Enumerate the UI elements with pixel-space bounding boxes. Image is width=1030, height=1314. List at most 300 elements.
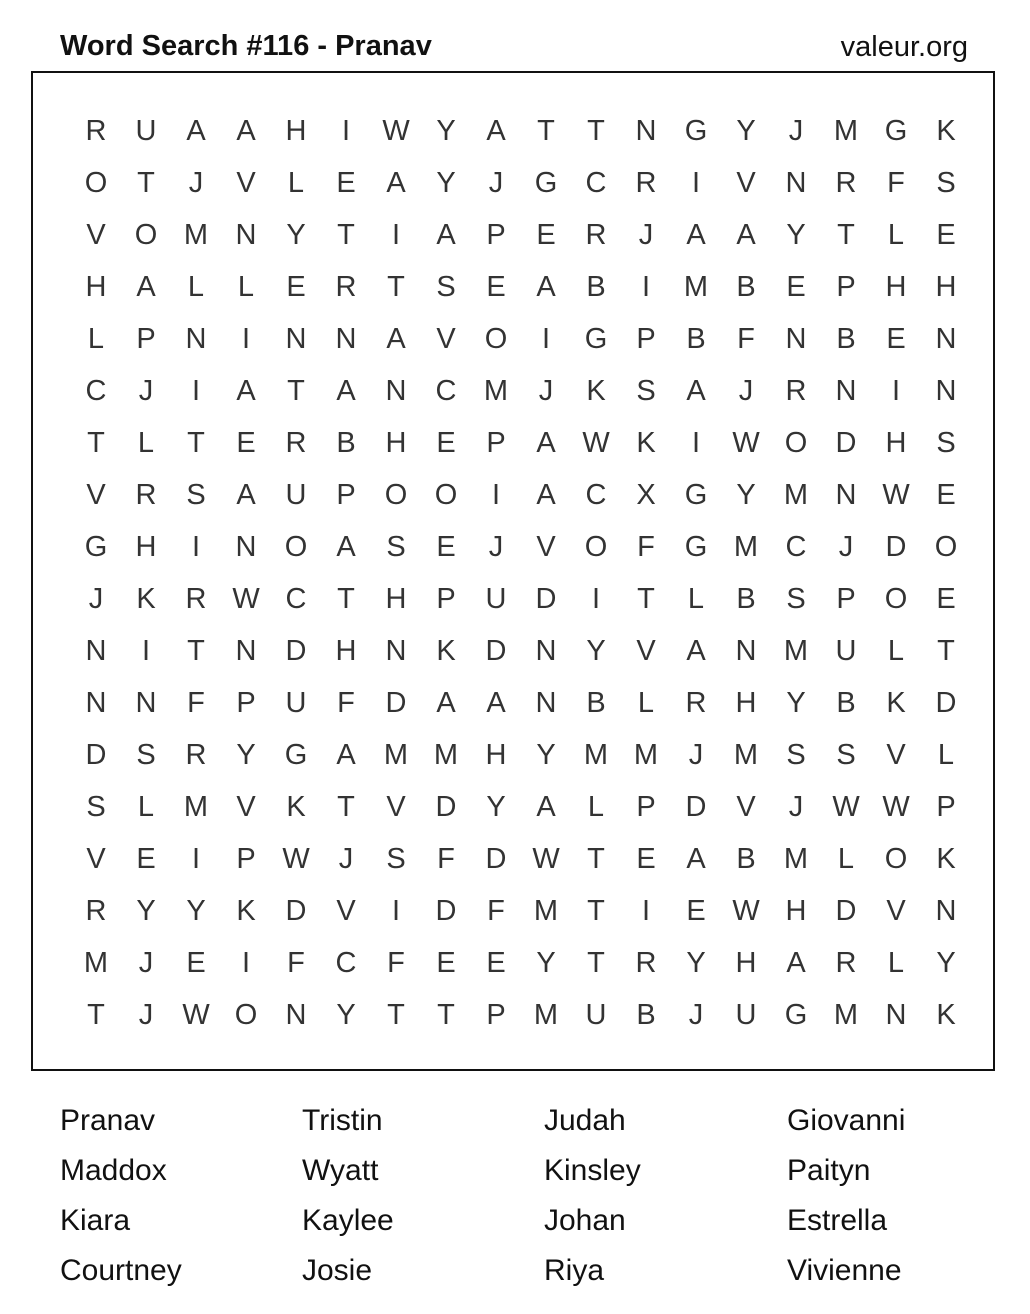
grid-letter: D — [835, 427, 857, 459]
grid-letter: J — [788, 115, 804, 147]
grid-row — [71, 781, 971, 833]
grid-letter: U — [585, 999, 607, 1031]
grid-letter: H — [385, 583, 407, 615]
grid-letter: O — [84, 167, 108, 199]
grid-letter: E — [336, 167, 356, 199]
grid-letter: A — [436, 687, 456, 719]
grid-letter: E — [436, 947, 456, 979]
grid-letter: O — [134, 219, 158, 251]
grid-letter: L — [687, 583, 705, 615]
grid-letter: K — [936, 843, 956, 875]
grid-letter: Y — [686, 947, 706, 979]
grid-letter: A — [686, 843, 706, 875]
word-list — [60, 1096, 1020, 1296]
grid-letter: H — [885, 271, 907, 303]
grid-row — [71, 417, 971, 469]
grid-letter: F — [287, 947, 305, 979]
grid-letter: G — [884, 115, 908, 147]
grid-letter: J — [538, 375, 554, 407]
grid-letter: S — [836, 739, 856, 771]
grid-letter: H — [485, 739, 507, 771]
grid-letter: Y — [736, 115, 756, 147]
grid-letter: T — [387, 999, 405, 1031]
grid-letter: M — [533, 895, 559, 927]
grid-letter: N — [835, 375, 857, 407]
grid-letter: T — [137, 167, 155, 199]
grid-letter: E — [936, 583, 956, 615]
grid-letter: T — [637, 583, 655, 615]
grid-letter: J — [488, 167, 504, 199]
word-item: Tristin — [302, 1104, 383, 1137]
grid-row — [71, 521, 971, 573]
grid-letter: W — [582, 427, 610, 459]
grid-letter: I — [691, 427, 701, 459]
grid-letter: L — [587, 791, 605, 823]
grid-letter: D — [285, 635, 307, 667]
grid-letter: D — [285, 895, 307, 927]
grid-letter: V — [736, 791, 756, 823]
grid-letter: J — [688, 999, 704, 1031]
grid-letter: O — [484, 323, 508, 355]
grid-letter: R — [185, 739, 207, 771]
grid-letter: T — [587, 115, 605, 147]
grid-letter: N — [785, 167, 807, 199]
grid-letter: T — [337, 791, 355, 823]
grid-letter: M — [733, 531, 759, 563]
grid-letter: O — [384, 479, 408, 511]
grid-letter: J — [138, 999, 154, 1031]
grid-letter: M — [183, 219, 209, 251]
grid-letter: E — [636, 843, 656, 875]
grid-letter: N — [285, 323, 307, 355]
grid-letter: F — [887, 167, 905, 199]
grid-row — [71, 313, 971, 365]
grid-letter: E — [886, 323, 906, 355]
grid-row — [71, 469, 971, 521]
grid-letter: M — [433, 739, 459, 771]
grid-letter: A — [486, 687, 506, 719]
grid-letter: E — [536, 219, 556, 251]
grid-letter: R — [835, 947, 857, 979]
grid-letter: C — [85, 375, 107, 407]
grid-letter: M — [633, 739, 659, 771]
grid-letter: H — [935, 271, 957, 303]
site-name: valeur.org — [840, 31, 968, 63]
grid-letter: C — [285, 583, 307, 615]
grid-letter: T — [387, 271, 405, 303]
word-item: Josie — [302, 1254, 373, 1287]
grid-letter: N — [135, 687, 157, 719]
grid-letter: N — [785, 323, 807, 355]
word-item: Vivienne — [787, 1254, 902, 1287]
grid-letter: L — [237, 271, 255, 303]
grid-letter: E — [486, 947, 506, 979]
word-item: Wyatt — [302, 1154, 379, 1187]
grid-letter: D — [435, 791, 457, 823]
grid-letter: A — [386, 167, 406, 199]
grid-letter: K — [286, 791, 306, 823]
grid-letter: I — [591, 583, 601, 615]
grid-letter: I — [191, 531, 201, 563]
grid-letter: B — [836, 323, 856, 355]
grid-letter: E — [236, 427, 256, 459]
grid-letter: M — [833, 999, 859, 1031]
grid-letter: M — [583, 739, 609, 771]
grid-letter: S — [636, 375, 656, 407]
grid-letter: E — [486, 271, 506, 303]
grid-letter: I — [341, 115, 351, 147]
grid-letter: N — [85, 635, 107, 667]
word-item: Kiara — [60, 1204, 131, 1237]
grid-letter: N — [535, 687, 557, 719]
grid-letter: B — [586, 271, 606, 303]
grid-letter: O — [434, 479, 458, 511]
grid-letter: F — [487, 895, 505, 927]
grid-letter: O — [234, 999, 258, 1031]
grid-letter: F — [337, 687, 355, 719]
grid-letter: L — [887, 947, 905, 979]
grid-letter: A — [786, 947, 806, 979]
grid-letter: N — [535, 635, 557, 667]
grid-row — [71, 105, 971, 157]
grid-letter: N — [285, 999, 307, 1031]
grid-letter: V — [236, 167, 256, 199]
word-item: Giovanni — [787, 1104, 906, 1137]
grid-letter: T — [87, 999, 105, 1031]
grid-letter: T — [587, 843, 605, 875]
grid-letter: J — [188, 167, 204, 199]
grid-letter: J — [688, 739, 704, 771]
grid-letter: R — [185, 583, 207, 615]
grid-letter: I — [141, 635, 151, 667]
grid-letter: N — [335, 323, 357, 355]
grid-letter: V — [86, 843, 106, 875]
grid-letter: J — [138, 947, 154, 979]
grid-letter: M — [483, 375, 509, 407]
grid-letter: Y — [336, 999, 356, 1031]
grid-letter: G — [284, 739, 308, 771]
grid-letter: D — [85, 739, 107, 771]
grid-letter: Y — [536, 947, 556, 979]
word-item: Johan — [544, 1204, 626, 1237]
grid-letter: I — [191, 843, 201, 875]
grid-letter: N — [235, 219, 257, 251]
grid-letter: D — [885, 531, 907, 563]
grid-letter: I — [491, 479, 501, 511]
grid-row — [71, 937, 971, 989]
grid-letter: B — [336, 427, 356, 459]
grid-letter: W — [532, 843, 560, 875]
grid-letter: J — [88, 583, 104, 615]
grid-letter: T — [587, 947, 605, 979]
grid-letter: P — [236, 687, 256, 719]
grid-letter: S — [386, 843, 406, 875]
grid-letter: B — [586, 687, 606, 719]
grid-letter: A — [436, 219, 456, 251]
grid-letter: O — [284, 531, 308, 563]
grid-letter: V — [86, 219, 106, 251]
grid-letter: L — [937, 739, 955, 771]
grid-letter: I — [691, 167, 701, 199]
grid-letter: U — [835, 635, 857, 667]
grid-letter: K — [236, 895, 256, 927]
grid-letter: W — [282, 843, 310, 875]
grid-letter: N — [385, 375, 407, 407]
grid-letter: K — [436, 635, 456, 667]
grid-letter: E — [436, 531, 456, 563]
grid-letter: H — [385, 427, 407, 459]
grid-letter: Y — [236, 739, 256, 771]
grid-letter: Y — [186, 895, 206, 927]
grid-letter: E — [436, 427, 456, 459]
grid-letter: J — [838, 531, 854, 563]
grid-letter: M — [533, 999, 559, 1031]
grid-letter: L — [187, 271, 205, 303]
word-item: Judah — [544, 1104, 626, 1137]
grid-letter: T — [187, 427, 205, 459]
grid-letter: Y — [436, 115, 456, 147]
grid-letter: I — [541, 323, 551, 355]
grid-letter: F — [387, 947, 405, 979]
grid-letter: M — [783, 843, 809, 875]
grid-letter: N — [735, 635, 757, 667]
grid-letter: Y — [286, 219, 306, 251]
grid-letter: N — [385, 635, 407, 667]
grid-letter: A — [136, 271, 156, 303]
grid-letter: J — [788, 791, 804, 823]
grid-letter: A — [736, 219, 756, 251]
grid-letter: B — [736, 271, 756, 303]
grid-letter: Y — [536, 739, 556, 771]
grid-letter: N — [935, 375, 957, 407]
grid-row — [71, 677, 971, 729]
grid-letter: I — [241, 947, 251, 979]
grid-row — [71, 625, 971, 677]
grid-letter: W — [832, 791, 860, 823]
grid-letter: B — [736, 583, 756, 615]
grid-letter: K — [936, 115, 956, 147]
grid-letter: N — [935, 895, 957, 927]
grid-letter: E — [186, 947, 206, 979]
grid-letter: R — [635, 167, 657, 199]
grid-letter: W — [732, 427, 760, 459]
grid-letter: D — [485, 843, 507, 875]
grid-letter: N — [185, 323, 207, 355]
grid-row — [71, 833, 971, 885]
grid-letter: A — [236, 115, 256, 147]
grid-letter: M — [383, 739, 409, 771]
grid-letter: A — [536, 791, 556, 823]
grid-letter: L — [137, 427, 155, 459]
grid-letter: C — [785, 531, 807, 563]
grid-letter: E — [936, 479, 956, 511]
grid-letter: L — [887, 635, 905, 667]
grid-letter: I — [391, 219, 401, 251]
grid-letter: W — [182, 999, 210, 1031]
grid-letter: A — [486, 115, 506, 147]
grid-letter: P — [486, 427, 506, 459]
letter-grid — [31, 71, 995, 1071]
grid-letter: C — [585, 167, 607, 199]
grid-letter: V — [386, 791, 406, 823]
grid-letter: T — [537, 115, 555, 147]
grid-letter: V — [536, 531, 556, 563]
grid-letter: J — [738, 375, 754, 407]
grid-letter: V — [636, 635, 656, 667]
grid-letter: F — [187, 687, 205, 719]
grid-letter: V — [886, 739, 906, 771]
grid-letter: L — [287, 167, 305, 199]
grid-letter: R — [785, 375, 807, 407]
grid-letter: P — [486, 219, 506, 251]
grid-letter: V — [236, 791, 256, 823]
grid-letter: P — [636, 323, 656, 355]
grid-letter: A — [686, 375, 706, 407]
grid-letter: H — [285, 115, 307, 147]
grid-letter: F — [437, 843, 455, 875]
grid-letter: I — [191, 375, 201, 407]
grid-letter: S — [936, 167, 956, 199]
grid-letter: K — [886, 687, 906, 719]
grid-letter: A — [336, 531, 356, 563]
grid-letter: P — [336, 479, 356, 511]
grid-letter: J — [488, 531, 504, 563]
grid-letter: T — [337, 583, 355, 615]
grid-letter: L — [887, 219, 905, 251]
grid-letter: H — [735, 687, 757, 719]
grid-letter: T — [587, 895, 605, 927]
grid-letter: B — [636, 999, 656, 1031]
grid-letter: M — [833, 115, 859, 147]
grid-letter: G — [584, 323, 608, 355]
grid-letter: P — [936, 791, 956, 823]
grid-letter: L — [837, 843, 855, 875]
grid-letter: P — [486, 999, 506, 1031]
grid-letter: T — [837, 219, 855, 251]
word-item: Pranav — [60, 1104, 156, 1137]
grid-letter: B — [736, 843, 756, 875]
grid-letter: I — [641, 271, 651, 303]
grid-letter: H — [85, 271, 107, 303]
grid-letter: M — [183, 791, 209, 823]
grid-letter: A — [386, 323, 406, 355]
grid-letter: N — [835, 479, 857, 511]
grid-letter: W — [882, 791, 910, 823]
word-item: Kinsley — [544, 1154, 641, 1187]
grid-letter: S — [386, 531, 406, 563]
grid-letter: H — [335, 635, 357, 667]
grid-letter: V — [886, 895, 906, 927]
grid-letter: S — [136, 739, 156, 771]
grid-letter: I — [241, 323, 251, 355]
grid-letter: I — [391, 895, 401, 927]
grid-letter: L — [137, 791, 155, 823]
grid-letter: O — [584, 531, 608, 563]
grid-letter: X — [636, 479, 656, 511]
grid-row — [71, 729, 971, 781]
grid-letter: V — [336, 895, 356, 927]
grid-letter: S — [936, 427, 956, 459]
grid-letter: T — [337, 219, 355, 251]
word-item: Estrella — [787, 1204, 888, 1237]
grid-letter: J — [338, 843, 354, 875]
grid-letter: U — [285, 687, 307, 719]
word-item: Riya — [544, 1254, 605, 1287]
grid-letter: M — [733, 739, 759, 771]
grid-row — [71, 573, 971, 625]
grid-letter: D — [535, 583, 557, 615]
grid-letter: N — [235, 531, 257, 563]
grid-letter: R — [85, 895, 107, 927]
grid-letter: E — [136, 843, 156, 875]
grid-letter: R — [835, 167, 857, 199]
grid-letter: R — [335, 271, 357, 303]
grid-letter: K — [586, 375, 606, 407]
grid-letter: U — [485, 583, 507, 615]
grid-letter: C — [335, 947, 357, 979]
word-item: Kaylee — [302, 1204, 394, 1237]
grid-letter: T — [187, 635, 205, 667]
grid-letter: V — [736, 167, 756, 199]
grid-letter: U — [285, 479, 307, 511]
grid-letter: O — [884, 843, 908, 875]
grid-letter: R — [585, 219, 607, 251]
grid-letter: D — [385, 687, 407, 719]
puzzle-title: Word Search #116 - Pranav — [60, 30, 432, 62]
grid-letter: N — [635, 115, 657, 147]
grid-letter: A — [186, 115, 206, 147]
grid-letter: A — [536, 271, 556, 303]
grid-letter: D — [685, 791, 707, 823]
grid-letter: K — [136, 583, 156, 615]
grid-letter: Y — [136, 895, 156, 927]
grid-letter: R — [285, 427, 307, 459]
grid-letter: S — [786, 739, 806, 771]
grid-letter: A — [236, 375, 256, 407]
grid-letter: M — [683, 271, 709, 303]
grid-letter: C — [585, 479, 607, 511]
grid-letter: V — [86, 479, 106, 511]
grid-row — [71, 365, 971, 417]
grid-letter: S — [436, 271, 456, 303]
grid-row — [71, 885, 971, 937]
grid-letter: K — [636, 427, 656, 459]
grid-letter: T — [287, 375, 305, 407]
grid-letter: S — [786, 583, 806, 615]
grid-letter: G — [784, 999, 808, 1031]
grid-letter: Y — [486, 791, 506, 823]
grid-letter: P — [436, 583, 456, 615]
grid-letter: P — [636, 791, 656, 823]
grid-letter: D — [435, 895, 457, 927]
grid-letter: P — [836, 271, 856, 303]
grid-letter: E — [936, 219, 956, 251]
word-item: Courtney — [60, 1254, 182, 1287]
grid-row — [71, 989, 971, 1041]
grid-letter: E — [286, 271, 306, 303]
grid-letter: M — [783, 479, 809, 511]
grid-letter: O — [884, 583, 908, 615]
grid-letter: M — [83, 947, 109, 979]
grid-letter: A — [686, 219, 706, 251]
grid-letter: N — [935, 323, 957, 355]
grid-letter: F — [637, 531, 655, 563]
grid-letter: P — [236, 843, 256, 875]
grid-letter: O — [784, 427, 808, 459]
grid-letter: N — [85, 687, 107, 719]
grid-letter: A — [236, 479, 256, 511]
grid-letter: A — [686, 635, 706, 667]
